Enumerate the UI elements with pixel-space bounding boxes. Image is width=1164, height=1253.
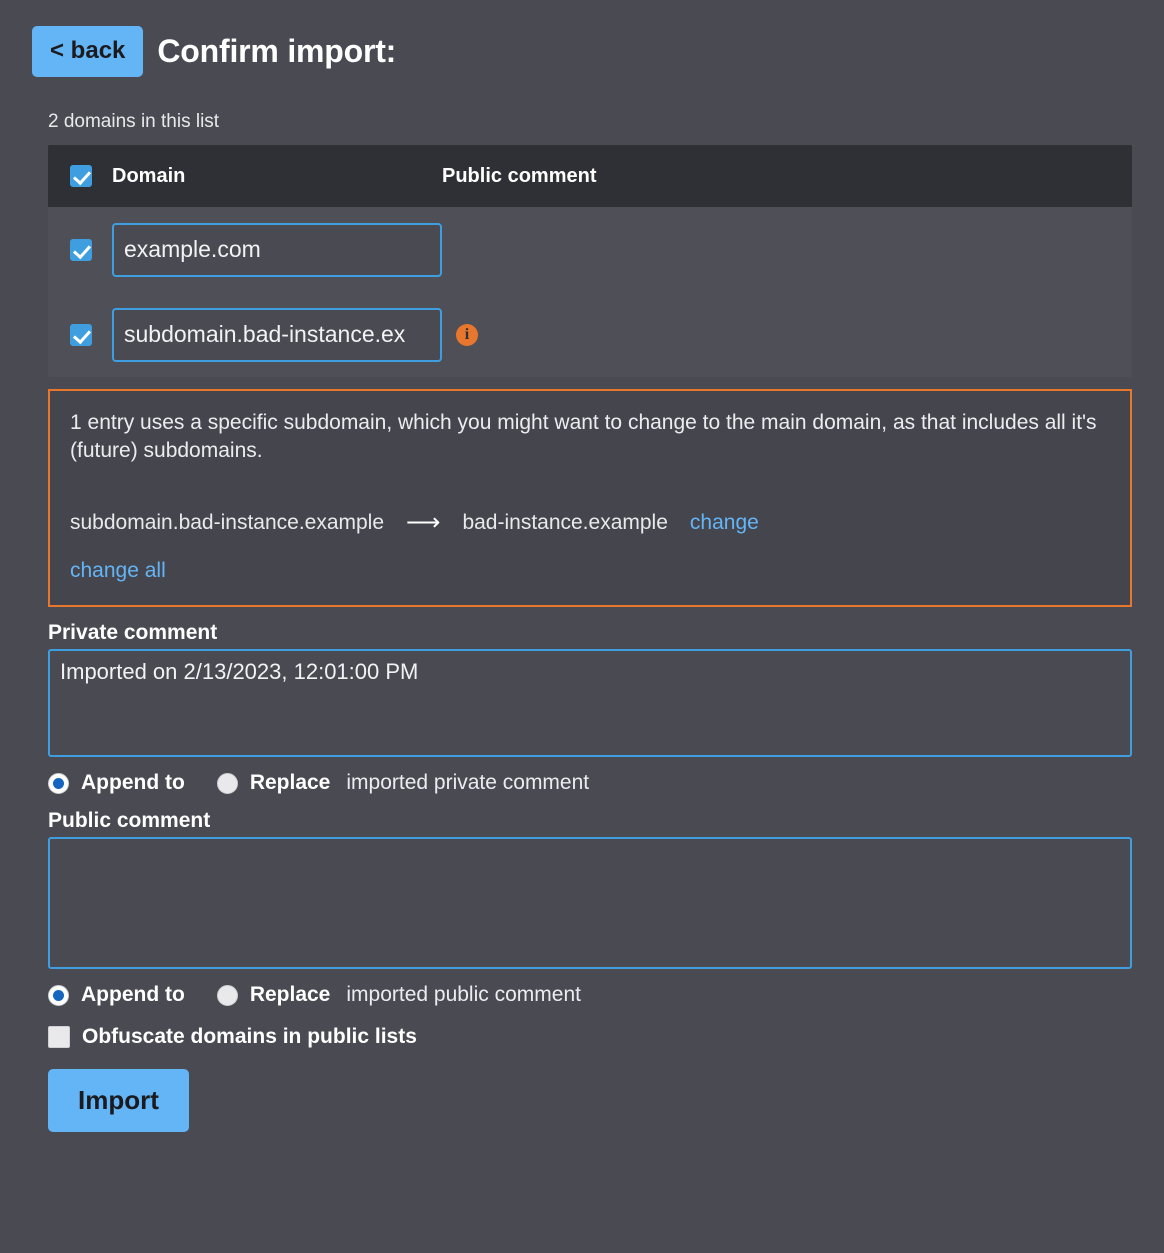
domain-count-label: 2 domains in this list — [48, 111, 220, 132]
obfuscate-checkbox[interactable] — [48, 1026, 70, 1048]
import-button[interactable]: Import — [48, 1069, 189, 1132]
private-replace-radio[interactable] — [217, 773, 238, 794]
obfuscate-row — [48, 1025, 1132, 1049]
table-row — [48, 207, 1132, 292]
mapping-from: subdomain.bad-instance.example — [70, 510, 385, 534]
table-row — [48, 292, 1132, 377]
obfuscate-label: Obfuscate domains in public lists — [82, 1025, 417, 1049]
public-replace-radio[interactable] — [217, 985, 238, 1006]
back-button[interactable]: < back — [32, 26, 143, 77]
public-append-radio[interactable] — [48, 985, 69, 1006]
domain-cell — [112, 308, 442, 362]
private-replace-label: Replace — [249, 771, 331, 795]
private-comment-textarea[interactable] — [48, 649, 1132, 757]
info-icon[interactable]: i — [456, 324, 478, 346]
column-header-public-comment: Public comment — [442, 164, 597, 187]
change-link[interactable]: change — [689, 510, 759, 534]
public-comment-textarea[interactable] — [48, 837, 1132, 969]
private-append-radio[interactable] — [48, 773, 69, 794]
private-append-label: Append to — [81, 771, 185, 795]
row-checkbox[interactable] — [70, 239, 92, 261]
public-comment-label: Public comment — [48, 809, 211, 833]
public-append-label: Append to — [81, 983, 185, 1007]
domain-cell — [112, 223, 442, 277]
domain-input[interactable] — [112, 308, 442, 362]
subdomain-warning-box — [48, 389, 1132, 607]
arrow-right-icon: ⟶ — [406, 509, 441, 537]
row-checkbox[interactable] — [70, 324, 92, 346]
mapping-to: bad-instance.example — [462, 510, 668, 534]
subdomain-warning-text: 1 entry uses a specific subdomain, which you might want to change to the main domain, as that includes all it's (future) subdomains. — [70, 411, 1097, 462]
public-mode-trailing-text: imported public comment — [346, 983, 581, 1007]
public-comment-mode-group — [48, 983, 1132, 1007]
public-replace-label: Replace — [249, 983, 331, 1007]
change-all-link[interactable]: change all — [70, 559, 166, 583]
page-title: Confirm import: — [157, 33, 397, 69]
select-all-checkbox[interactable] — [70, 165, 92, 187]
private-comment-label: Private comment — [48, 621, 218, 645]
header — [32, 26, 1132, 77]
domains-table — [48, 145, 1132, 377]
column-header-domain: Domain — [112, 164, 186, 187]
subdomain-mapping-row — [70, 508, 1110, 537]
private-mode-trailing-text: imported private comment — [346, 771, 590, 795]
table-header-row — [48, 145, 1132, 207]
private-comment-mode-group — [48, 771, 1132, 795]
domain-input[interactable] — [112, 223, 442, 277]
